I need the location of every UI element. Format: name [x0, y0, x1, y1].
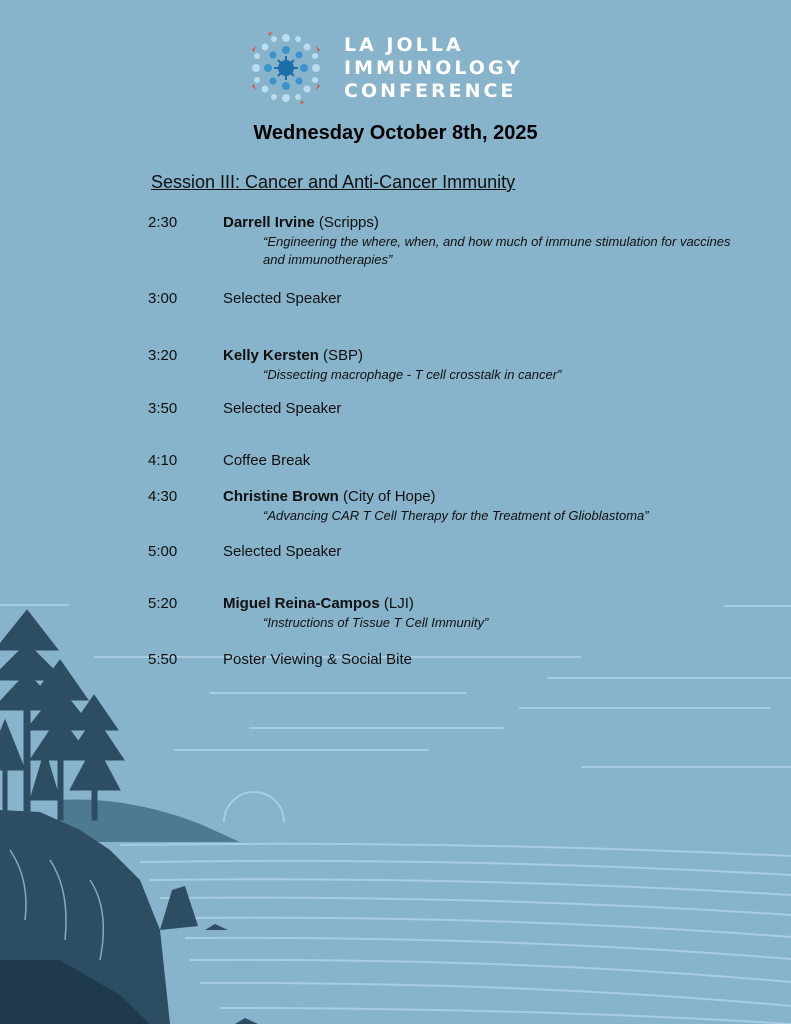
speaker-affiliation: (LJI)	[383, 595, 414, 612]
speaker-name: Miguel Reina-Campos	[223, 595, 380, 612]
small-rock	[235, 1018, 258, 1024]
slot-label: Selected Speaker	[223, 400, 342, 417]
speaker-name: Christine Brown	[223, 488, 339, 505]
time-slot: 4:10	[148, 452, 178, 469]
pine-trees	[0, 610, 124, 820]
immune-cell-icon	[248, 30, 324, 106]
session-title: Session III: Cancer and Anti-Cancer Immunity	[151, 172, 516, 192]
time-slot: 3:00	[148, 290, 178, 307]
time-slot: 4:30	[148, 488, 178, 505]
slot-label: Selected Speaker	[223, 290, 342, 307]
sea-rock	[160, 886, 198, 930]
conference-logo	[248, 30, 548, 106]
talk-title: “Instructions of Tissue T Cell Immunity”	[263, 615, 489, 630]
logo-line-1: LA JOLLA	[344, 34, 464, 56]
time-slot: 2:30	[148, 214, 178, 231]
logo-line-2: IMMUNOLOGY	[344, 57, 523, 79]
talk-title: “Advancing CAR T Cell Therapy for the Treatment of Glioblastoma”	[263, 508, 649, 523]
small-rock	[205, 924, 228, 930]
slot-label: Selected Speaker	[223, 543, 342, 560]
slot-label: Coffee Break	[223, 452, 311, 469]
page-title: Wednesday October 8th, 2025	[253, 122, 538, 144]
speaker-name: Darrell Irvine	[223, 214, 315, 231]
time-slot: 5:20	[148, 595, 178, 612]
time-slot: 3:20	[148, 347, 178, 364]
speaker-affiliation: (Scripps)	[318, 214, 379, 231]
talk-title: “Engineering the where, when, and how much of immune stimulation for vaccines and immunotherapies”	[263, 234, 731, 267]
logo-wordmark	[344, 34, 523, 103]
sea-lines	[120, 844, 791, 1024]
sun-outline	[224, 792, 284, 822]
time-slot: 5:00	[148, 543, 178, 560]
logo-line-3: CONFERENCE	[344, 80, 517, 102]
slot-label: Poster Viewing & Social Bite	[223, 651, 412, 668]
talk-title: “Dissecting macrophage - T cell crosstalk in cancer”	[263, 367, 562, 382]
time-slot: 5:50	[148, 651, 178, 668]
speaker-name: Kelly Kersten	[223, 347, 319, 364]
time-slot: 3:50	[148, 400, 178, 417]
speaker-affiliation: (City of Hope)	[343, 488, 436, 505]
speaker-affiliation: (SBP)	[323, 347, 364, 364]
